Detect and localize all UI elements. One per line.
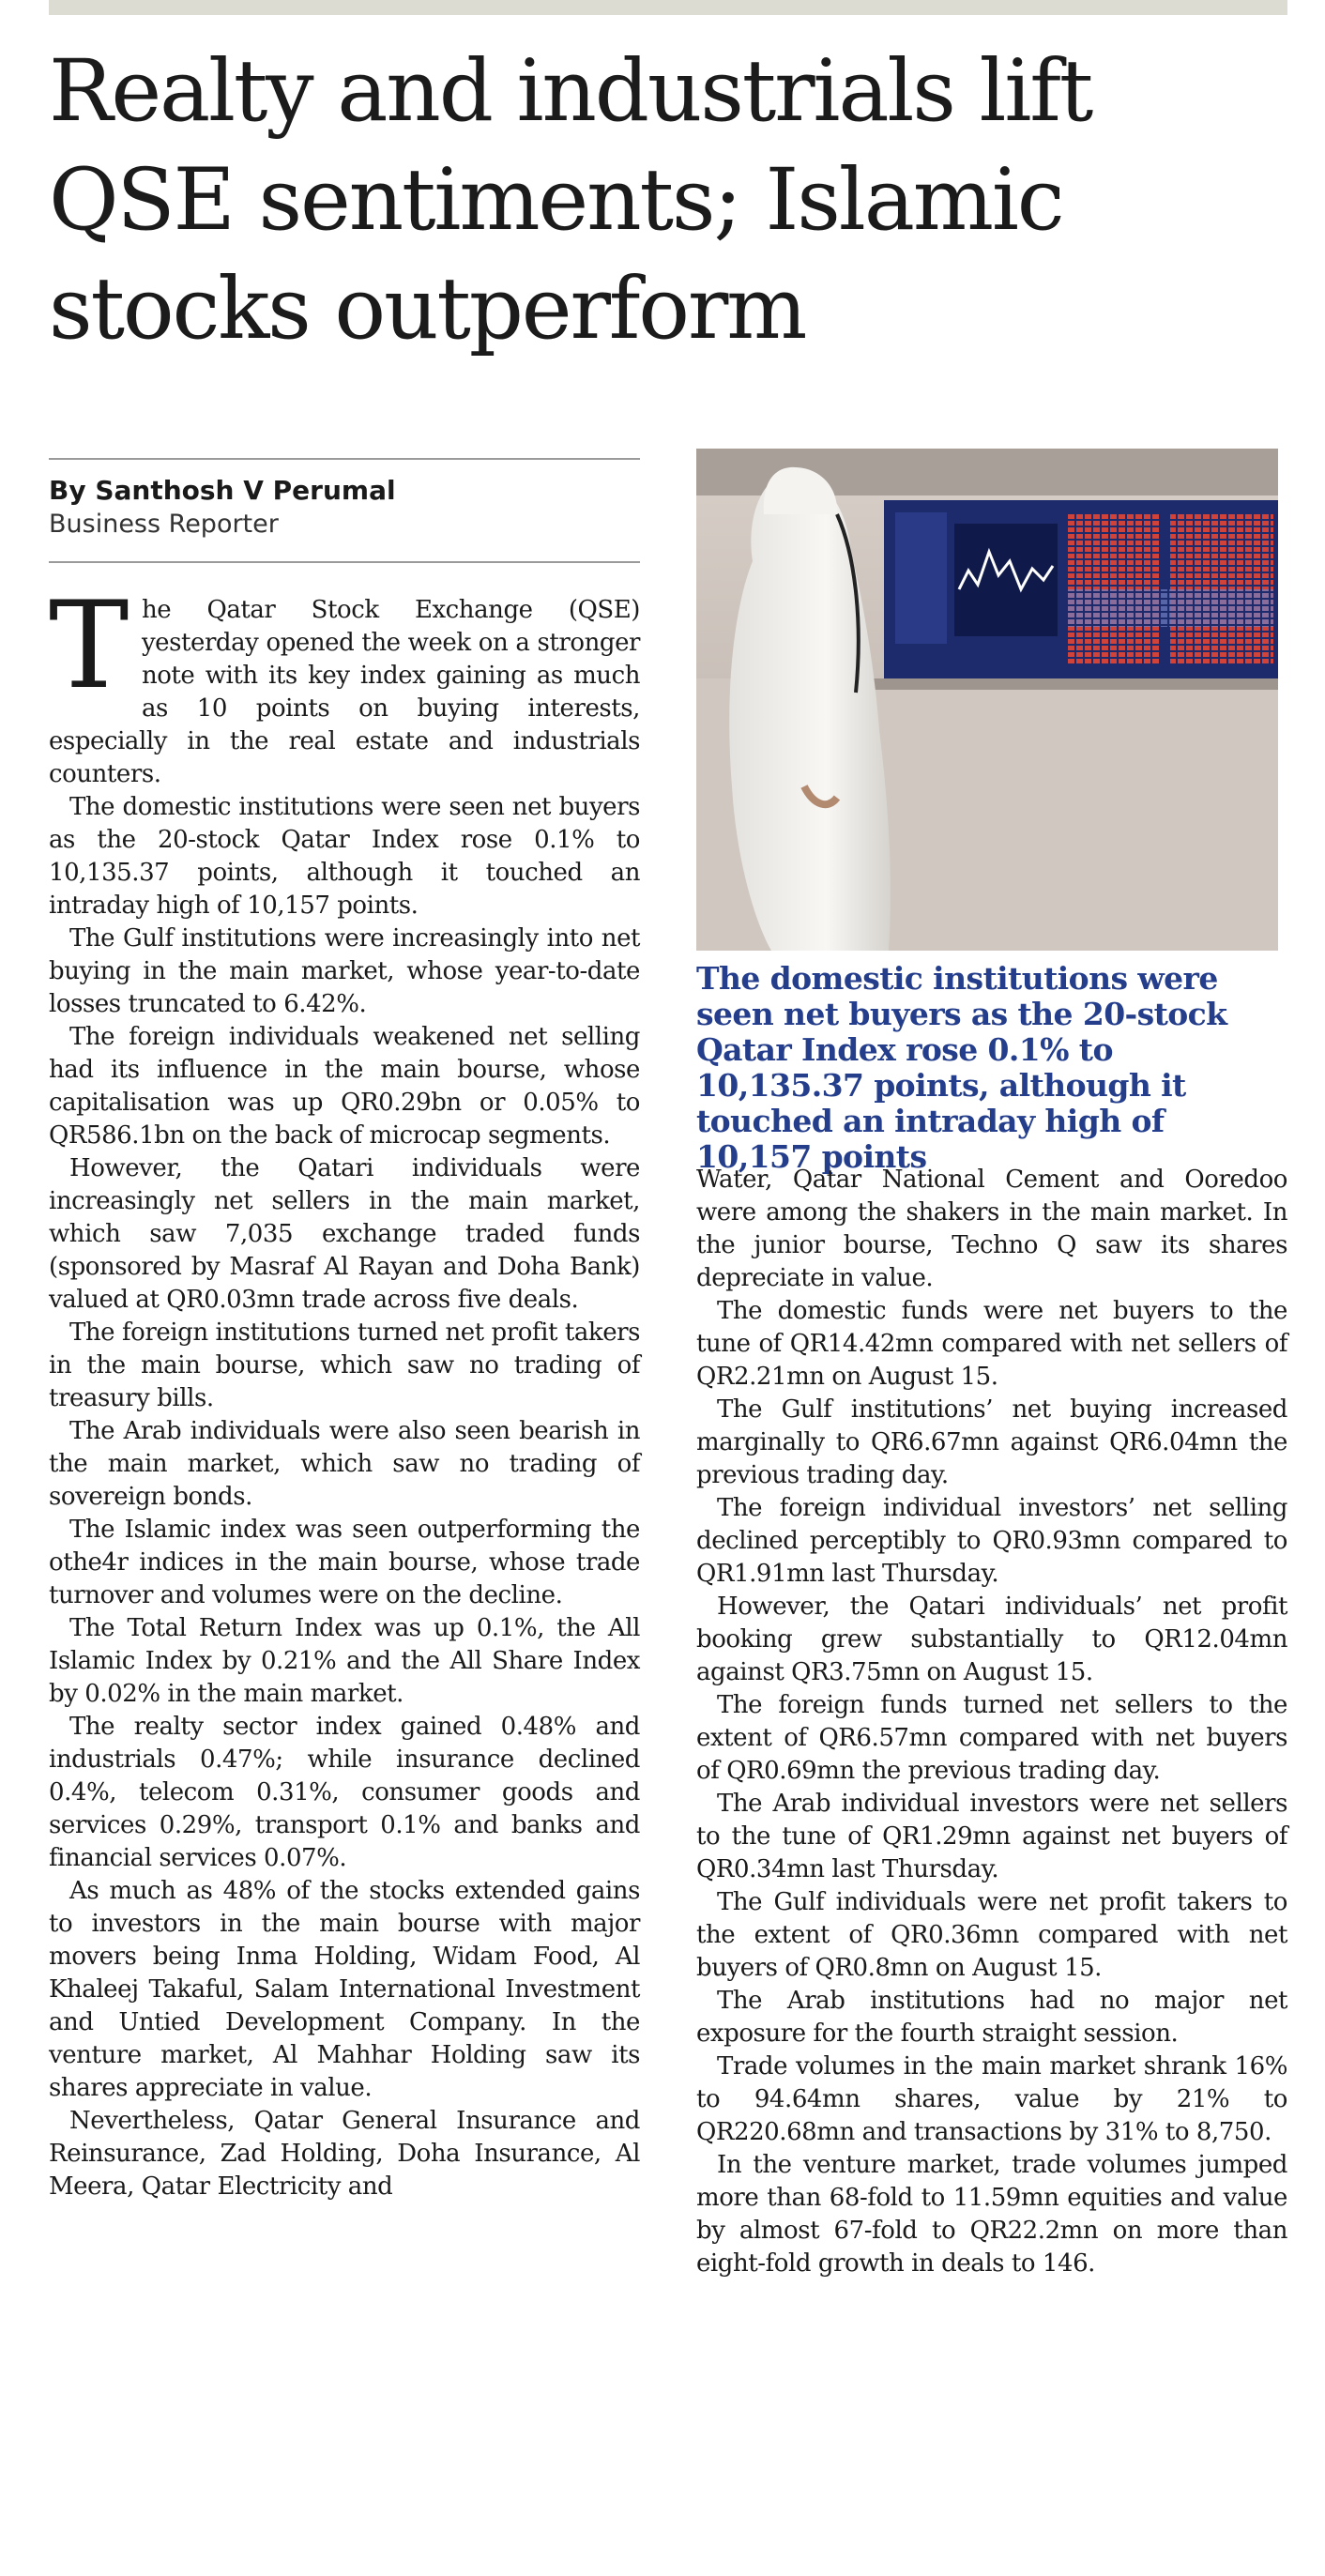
article-photo <box>696 449 1278 951</box>
headline: Realty and industrials lift QSE sentiments; Islamic stocks outperform <box>49 42 1092 358</box>
body-paragraph: However, the Qatari individuals were increasingly net sellers in the main market, which saw 7,035 exchange traded funds (sponsored by Masraf Al Rayan and Doha Bank) valued at QR0.03mn trade across five deals. <box>49 1154 640 1314</box>
photo-caption: The domestic institutions were seen net buyers as the 20-stock Qatar Index rose 0.1% to 10,135.37 points, although it touched an intraday high of 10,157 points <box>696 960 1227 1175</box>
continuation-paragraph: Water, Qatar National Cement and Ooredoo were among the shakers in the main market. In the junior bourse, Techno Q saw its shares depreciate in value. <box>696 1166 1287 1292</box>
body-paragraph: The Islamic index was seen outperforming the othe4r indices in the main bourse, whose trade turnover and volumes were on the decline. <box>49 1516 640 1609</box>
byline-rule-bottom <box>49 561 640 563</box>
lead-paragraph <box>49 576 640 791</box>
body-paragraph: The Gulf individuals were net profit takers to the extent of QR0.36mn compared with net buyers of QR0.8mn on August 15. <box>696 1888 1287 1982</box>
body-paragraph: However, the Qatari individuals’ net profit booking grew substantially to QR12.04mn against QR3.75mn on August 15. <box>696 1593 1287 1686</box>
left-column <box>49 576 640 2203</box>
right-column <box>696 1164 1287 2280</box>
trading-floor-photo <box>696 449 1278 951</box>
drop-cap: T <box>49 576 129 716</box>
top-bar <box>49 0 1287 15</box>
body-paragraph: The Arab individuals were also seen bearish in the main market, which saw no trading of sovereign bonds. <box>49 1417 640 1511</box>
body-paragraph: Nevertheless, Qatar General Insurance and Reinsurance, Zad Holding, Doha Insurance, Al Meera, Qatar Electricity and <box>49 2107 640 2201</box>
body-paragraph: The domestic institutions were seen net buyers as the 20-stock Qatar Index rose 0.1% to 10,135.37 points, although it touched an intraday high of 10,157 points. <box>49 793 640 920</box>
body-paragraph: The foreign individual investors’ net selling declined perceptibly to QR0.93mn compared to QR1.91mn last Thursday. <box>696 1494 1287 1588</box>
body-paragraph: The foreign funds turned net sellers to the extent of QR6.57mn compared with net buyers of QR0.69mn the previous trading day. <box>696 1691 1287 1785</box>
reporter-role: Business Reporter <box>49 510 279 539</box>
byline: By Santhosh V Perumal <box>49 475 396 506</box>
body-paragraph: The Arab individual investors were net sellers to the tune of QR1.29mn against net buyers of QR0.34mn last Thursday. <box>696 1790 1287 1883</box>
body-paragraph: The Gulf institutions were increasingly into net buying in the main market, whose year-to-date losses truncated to 6.42%. <box>49 924 640 1018</box>
body-paragraph: Trade volumes in the main market shrank 16% to 94.64mn shares, value by 21% to QR220.68mn and transactions by 31% to 8,750. <box>696 2052 1287 2146</box>
body-paragraph: The foreign individuals weakened net selling had its influence in the main bourse, whose capitalisation was up QR0.29bn or 0.05% to QR586.1bn on the back of microcap segments. <box>49 1023 640 1150</box>
byline-rule <box>49 458 640 460</box>
body-paragraph: As much as 48% of the stocks extended gains to investors in the main bourse with major movers being Inma Holding, Widam Food, Al Khaleej Takaful, Salam International Investment and Untied Development Company. In the venture market, Al Mahhar Holding saw its shares appreciate in value. <box>49 1877 640 2102</box>
body-paragraph: The foreign institutions turned net profit takers in the main bourse, which saw no trading of treasury bills. <box>49 1318 640 1412</box>
body-paragraph: The domestic funds were net buyers to the tune of QR14.42mn compared with net sellers of QR2.21mn on August 15. <box>696 1297 1287 1391</box>
body-paragraph: The realty sector index gained 0.48% and industrials 0.47%; while insurance declined 0.4%, telecom 0.31%, consumer goods and services 0.29%, transport 0.1% and banks and financial services 0.07%. <box>49 1713 640 1872</box>
body-paragraph: The Gulf institutions’ net buying increased marginally to QR6.67mn against QR6.04mn the previous trading day. <box>696 1395 1287 1489</box>
body-paragraph: The Arab institutions had no major net exposure for the fourth straight session. <box>696 1987 1287 2048</box>
lead-text: he Qatar Stock Exchange (QSE) yesterday opened the week on a stronger note with its key index gaining as much as 10 points on buying interests, especially in the real estate and industrials counters. <box>49 596 640 788</box>
body-paragraph: In the venture market, trade volumes jumped more than 68-fold to 11.59mn equities and value by almost 67-fold to QR22.2mn on more than eight-fold growth in deals to 146. <box>696 2151 1287 2278</box>
body-paragraph: The Total Return Index was up 0.1%, the All Islamic Index by 0.21% and the All Share Index by 0.02% in the main market. <box>49 1614 640 1708</box>
